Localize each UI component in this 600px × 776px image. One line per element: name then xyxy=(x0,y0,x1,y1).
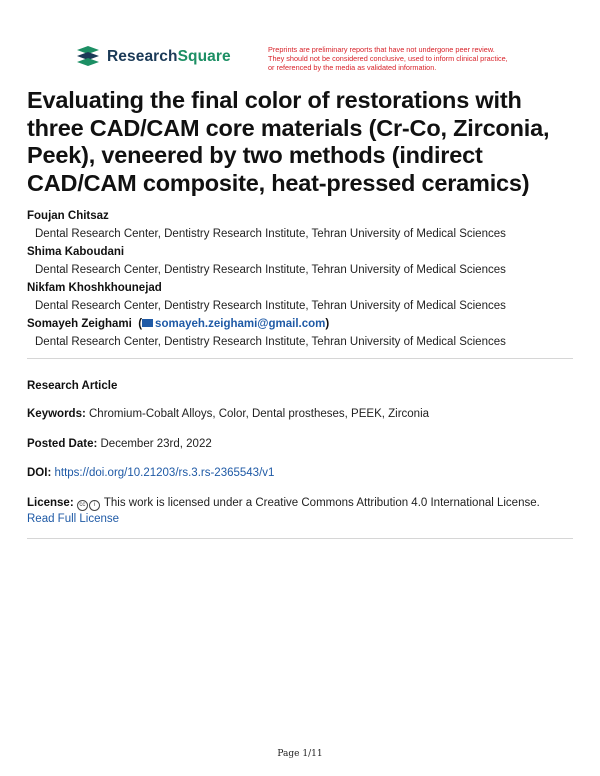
author-affiliation: Dental Research Center, Dentistry Research Institute, Tehran University of Medical Sciences xyxy=(35,264,506,276)
preprint-disclaimer: Preprints are preliminary reports that have not undergone peer review. They should not be considered conclusive, used to inform clinical practice, or referenced by the media as validated information. xyxy=(268,45,508,72)
brand-name: ResearchSquare xyxy=(107,48,231,65)
author-affiliation: Dental Research Center, Dentistry Research Institute, Tehran University of Medical Sciences xyxy=(35,228,506,240)
posted-date-value: December 23rd, 2022 xyxy=(100,438,212,450)
email-icon xyxy=(142,319,153,327)
read-full-license-link[interactable]: Read Full License xyxy=(27,513,120,525)
research-square-mark-icon xyxy=(75,44,101,70)
corresponding-author: Somayeh Zeighami ( somayeh.zeighami@gmail.com) xyxy=(27,318,330,330)
author-name: Nikfam Khoshkhounejad xyxy=(27,282,162,294)
author-affiliation: Dental Research Center, Dentistry Research Institute, Tehran University of Medical Sciences xyxy=(35,300,506,312)
author-name: Foujan Chitsaz xyxy=(27,210,109,222)
license-line xyxy=(27,495,573,527)
keywords-line xyxy=(27,406,573,422)
divider xyxy=(27,538,573,539)
posted-date-line xyxy=(27,436,573,452)
author-name: Somayeh Zeighami xyxy=(27,318,132,330)
author-affiliation: Dental Research Center, Dentistry Research Institute, Tehran University of Medical Sciences xyxy=(35,336,506,348)
doi-link[interactable]: https://doi.org/10.21203/rs.3.rs-2365543/v1 xyxy=(54,467,275,479)
keywords-value: Chromium-Cobalt Alloys, Color, Dental prostheses, PEEK, Zirconia xyxy=(89,408,430,420)
research-square-logo xyxy=(75,44,231,70)
posted-date-label: Posted Date: xyxy=(27,438,98,450)
attribution-icon: i xyxy=(89,500,100,511)
keywords-label: Keywords: xyxy=(27,408,86,420)
author-name: Shima Kaboudani xyxy=(27,246,125,258)
author-list xyxy=(27,207,577,351)
divider xyxy=(27,358,573,359)
license-text: This work is licensed under a Creative Commons Attribution 4.0 International License. xyxy=(103,497,540,509)
doi-label: DOI: xyxy=(27,467,52,479)
page-number: Page 1/11 xyxy=(277,749,323,759)
author-email-link[interactable]: somayeh.zeighami@gmail.com xyxy=(155,318,326,330)
paper-title: Evaluating the final color of restorations with three CAD/CAM core materials (Cr-Co, Zirconia, Peek), veneered by two methods (indirect CAD/CAM composite, heat-pressed ceramics) xyxy=(27,87,550,196)
creative-commons-icon: cc xyxy=(77,500,88,511)
article-type: Research Article xyxy=(27,380,118,392)
license-label: License: xyxy=(27,497,74,509)
doi-line xyxy=(27,465,573,481)
